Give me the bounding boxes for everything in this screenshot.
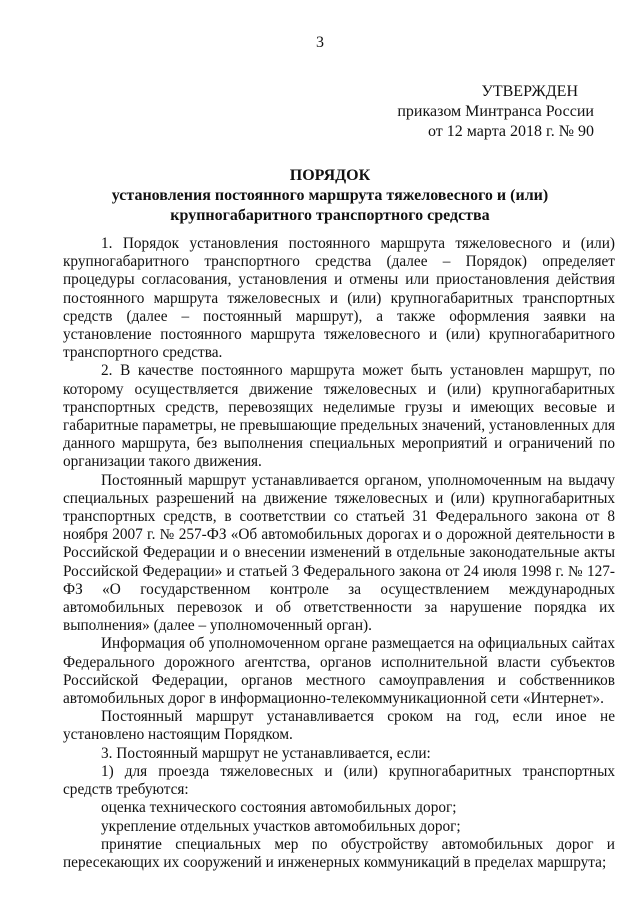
title-subtitle-line-2: крупногабаритного транспортного средства	[170, 207, 490, 224]
approval-status: УТВЕРЖДЕН	[481, 83, 578, 100]
paragraph-9: укрепление отдельных участков автомобильных дорог;	[101, 817, 461, 835]
paragraph-7: 1) для проезда тяжеловесных и (или) крупногабаритных транспортных средств требуются:	[63, 762, 615, 799]
title-main: ПОРЯДОК	[289, 167, 371, 184]
page-number: 3	[316, 34, 324, 51]
paragraph-4: Информация об уполномоченном органе размещается на официальных сайтах Федерального дорожного агентства, органов исполнительной власти субъектов Российской Федерации, органов местного самоуправления и собственников автомобильных дорог в информационно-телекоммуникационной сети «Интернет».	[63, 635, 615, 708]
paragraph-2: 2. В качестве постоянного маршрута может быть установлен маршрут, по которому осуществляется движение тяжеловесных и (или) крупногабаритных транспортных средств, перевозящих неделимые грузы и имеющих весовые и габаритные параметры, не превышающие предельных значений, установленных для данного маршрута, без выполнения специальных мероприятий и ограничений по организации такого движения.	[63, 362, 615, 471]
paragraph-5: Постоянный маршрут устанавливается сроком на год, если иное не установлено настоящим Порядком.	[63, 708, 615, 744]
approval-stamp	[354, 82, 594, 142]
paragraph-3: Постоянный маршрут устанавливается органом, уполномоченным на выдачу специальных разрешений на движение тяжеловесных и (или) крупногабаритных транспортных средств, в соответствии со статьей 31 Федерального закона от 8 ноября 2007 г. № 257-ФЗ «Об автомобильных дорогах и о дорожной деятельности в Российской Федерации и о внесении изменений в отдельные законодательные акты Российской Федерации» и статьей 3 Федерального закона от 24 июля 1998 г. № 127-ФЗ «О государственном контроле за осуществлением международных автомобильных перевозок и об ответственности за нарушение порядка их выполнения» (далее – уполномоченный орган).	[63, 471, 615, 635]
paragraph-6: 3. Постоянный маршрут не устанавливается, если:	[101, 744, 431, 762]
document-title	[60, 166, 600, 226]
paragraph-1: 1. Порядок установления постоянного маршрута тяжеловесного и (или) крупногабаритного транспортного средства (далее – Порядок) определяет процедуры согласования, установления и отмены или приостановления действия постоянного маршрута тяжеловесных и (или) крупногабаритных транспортных средств (далее – постоянный маршрут), а также оформления заявки на установление постоянного маршрута тяжеловесного и (или) крупногабаритного транспортного средства.	[63, 235, 615, 362]
approval-order: приказом Минтранса России	[397, 103, 594, 120]
document-body	[63, 235, 615, 872]
paragraph-8: оценка технического состояния автомобильных дорог;	[101, 799, 457, 817]
paragraph-10: принятие специальных мер по обустройству автомобильных дорог и пересекающих их сооружений и инженерных коммуникаций в пределах маршрута;	[63, 835, 615, 871]
title-subtitle-line-1: установления постоянного маршрута тяжеловесного и (или)	[111, 187, 549, 204]
approval-date: от 12 марта 2018 г. № 90	[428, 123, 594, 140]
